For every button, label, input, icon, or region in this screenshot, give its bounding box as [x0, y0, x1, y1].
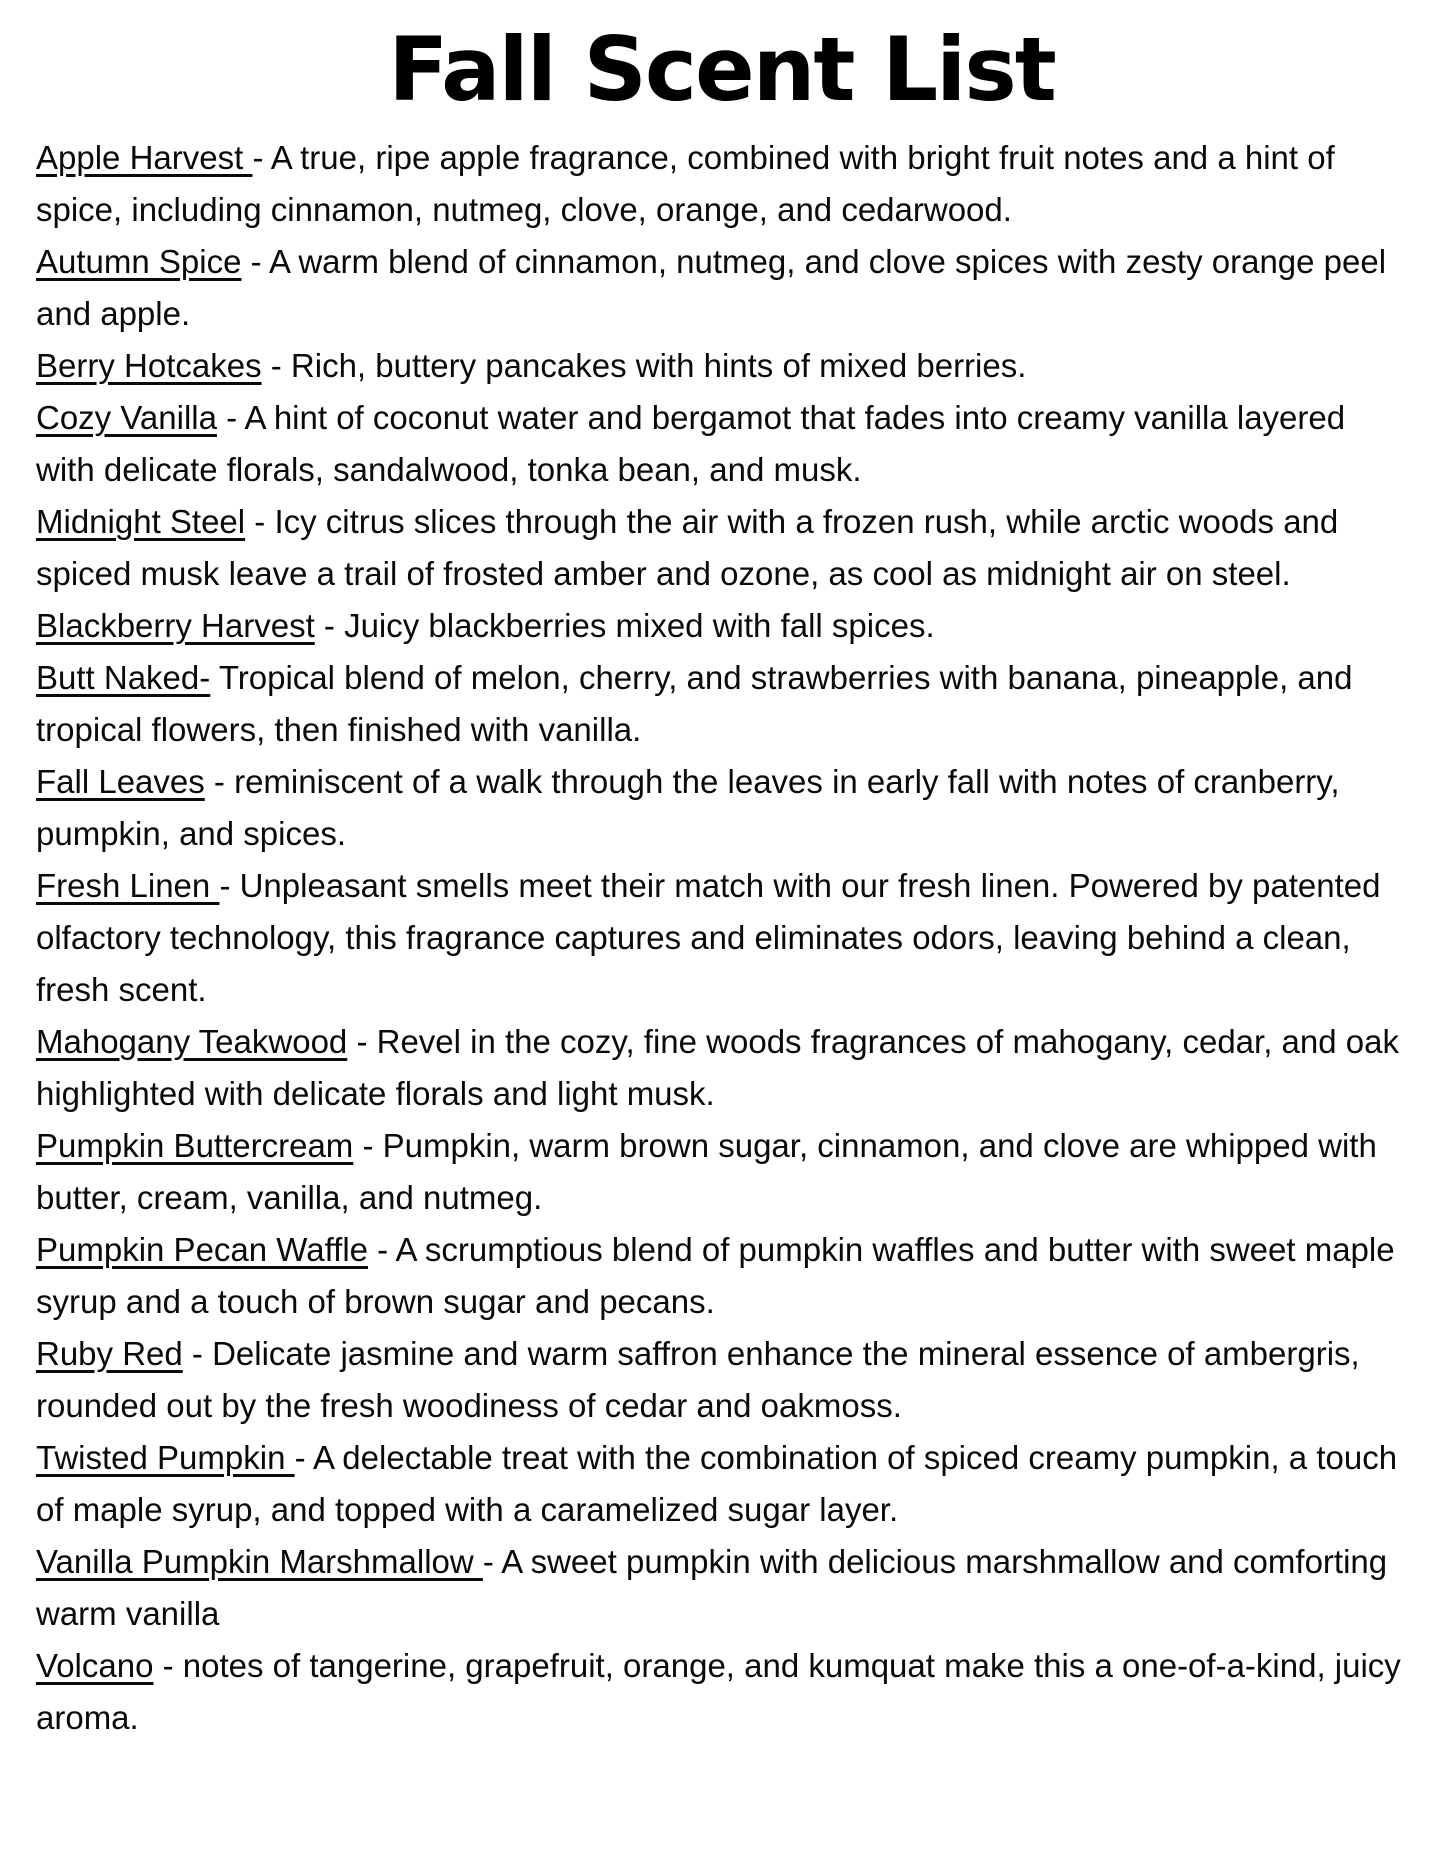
scent-entry [36, 600, 1407, 652]
scent-entry [36, 1640, 1410, 1744]
scent-name: Fall Leaves [36, 763, 205, 800]
scent-entry [36, 132, 1407, 236]
scent-name: Vanilla Pumpkin Marshmallow [36, 1543, 483, 1580]
scent-entry [36, 392, 1407, 496]
scent-name: Butt Naked- [36, 659, 211, 696]
scent-entry [36, 860, 1407, 1016]
scent-name: Autumn Spice [36, 243, 242, 280]
scent-name: Mahogany Teakwood [36, 1023, 348, 1060]
scent-name: Cozy Vanilla [36, 399, 217, 436]
scent-name: Ruby Red [36, 1335, 183, 1372]
scent-description: - Pumpkin, warm brown sugar, cinnamon, and clove are whipped with butter, cream, vanilla, and nutmeg. [36, 1127, 1386, 1216]
scent-entry [36, 340, 1407, 392]
scent-name: Twisted Pumpkin [36, 1439, 295, 1476]
scent-description: - notes of tangerine, grapefruit, orange, and kumquat make this a one-of-a-kind, juicy aroma. [36, 1647, 1410, 1736]
scent-description: - Icy citrus slices through the air with a frozen rush, while arctic woods and spiced musk leave a trail of frosted amber and ozone, as cool as midnight air on steel. [36, 503, 1348, 592]
scent-name: Midnight Steel [36, 503, 246, 540]
scent-entry [36, 1120, 1407, 1224]
scent-entry [36, 652, 1407, 756]
scent-entry [36, 1536, 1407, 1640]
scent-description: Tropical blend of melon, cherry, and strawberries with banana, pineapple, and tropical flowers, then finished with vanilla. [36, 659, 1362, 748]
scent-entry [36, 1432, 1407, 1536]
scent-description: - A scrumptious blend of pumpkin waffles and butter with sweet maple syrup and a touch of brown sugar and pecans. [36, 1231, 1404, 1320]
scent-entry [36, 1016, 1407, 1120]
scent-description: - A warm blend of cinnamon, nutmeg, and clove spices with zesty orange peel and apple. [36, 243, 1396, 332]
scent-name: Volcano [36, 1647, 154, 1684]
scent-description: - reminiscent of a walk through the leaves in early fall with notes of cranberry, pumpkin, and spices. [36, 763, 1349, 852]
scent-name: Pumpkin Buttercream [36, 1127, 354, 1164]
scent-description: - A hint of coconut water and bergamot that fades into creamy vanilla layered with delicate florals, sandalwood, tonka bean, and musk. [36, 399, 1355, 488]
scent-name: Pumpkin Pecan Waffle [36, 1231, 368, 1268]
scent-description: - Rich, buttery pancakes with hints of mixed berries. [261, 347, 1027, 384]
scent-name: Apple Harvest [36, 139, 253, 176]
scent-description: - Juicy blackberries mixed with fall spices. [314, 607, 935, 644]
scent-description: - Revel in the cozy, fine woods fragrances of mahogany, cedar, and oak highlighted with delicate florals and light musk. [36, 1023, 1409, 1112]
scent-entry [36, 236, 1407, 340]
scent-name: Blackberry Harvest [36, 607, 315, 644]
scent-description: - A sweet pumpkin with delicious marshmallow and comforting warm vanilla [36, 1543, 1397, 1632]
scent-list [36, 132, 1410, 1744]
scent-description: - A delectable treat with the combination of spiced creamy pumpkin, a touch of maple syrup, and topped with a caramelized sugar layer. [36, 1439, 1407, 1528]
page-title: Fall Scent List [388, 18, 1055, 121]
scent-name: Fresh Linen [36, 867, 220, 904]
scent-entry [36, 756, 1407, 860]
scent-description: - A true, ripe apple fragrance, combined with bright fruit notes and a hint of spice, including cinnamon, nutmeg, clove, orange, and cedarwood. [36, 139, 1344, 228]
scent-entry [36, 496, 1407, 600]
scent-entry [36, 1224, 1407, 1328]
scent-name: Berry Hotcakes [36, 347, 262, 384]
scent-description: - Delicate jasmine and warm saffron enhance the mineral essence of ambergris, rounded out by the fresh woodiness of cedar and oakmoss. [36, 1335, 1369, 1424]
scent-description: - Unpleasant smells meet their match with our fresh linen. Powered by patented olfactory technology, this fragrance captures and eliminates odors, leaving behind a clean, fresh scent. [36, 867, 1390, 1008]
scent-entry [36, 1328, 1407, 1432]
